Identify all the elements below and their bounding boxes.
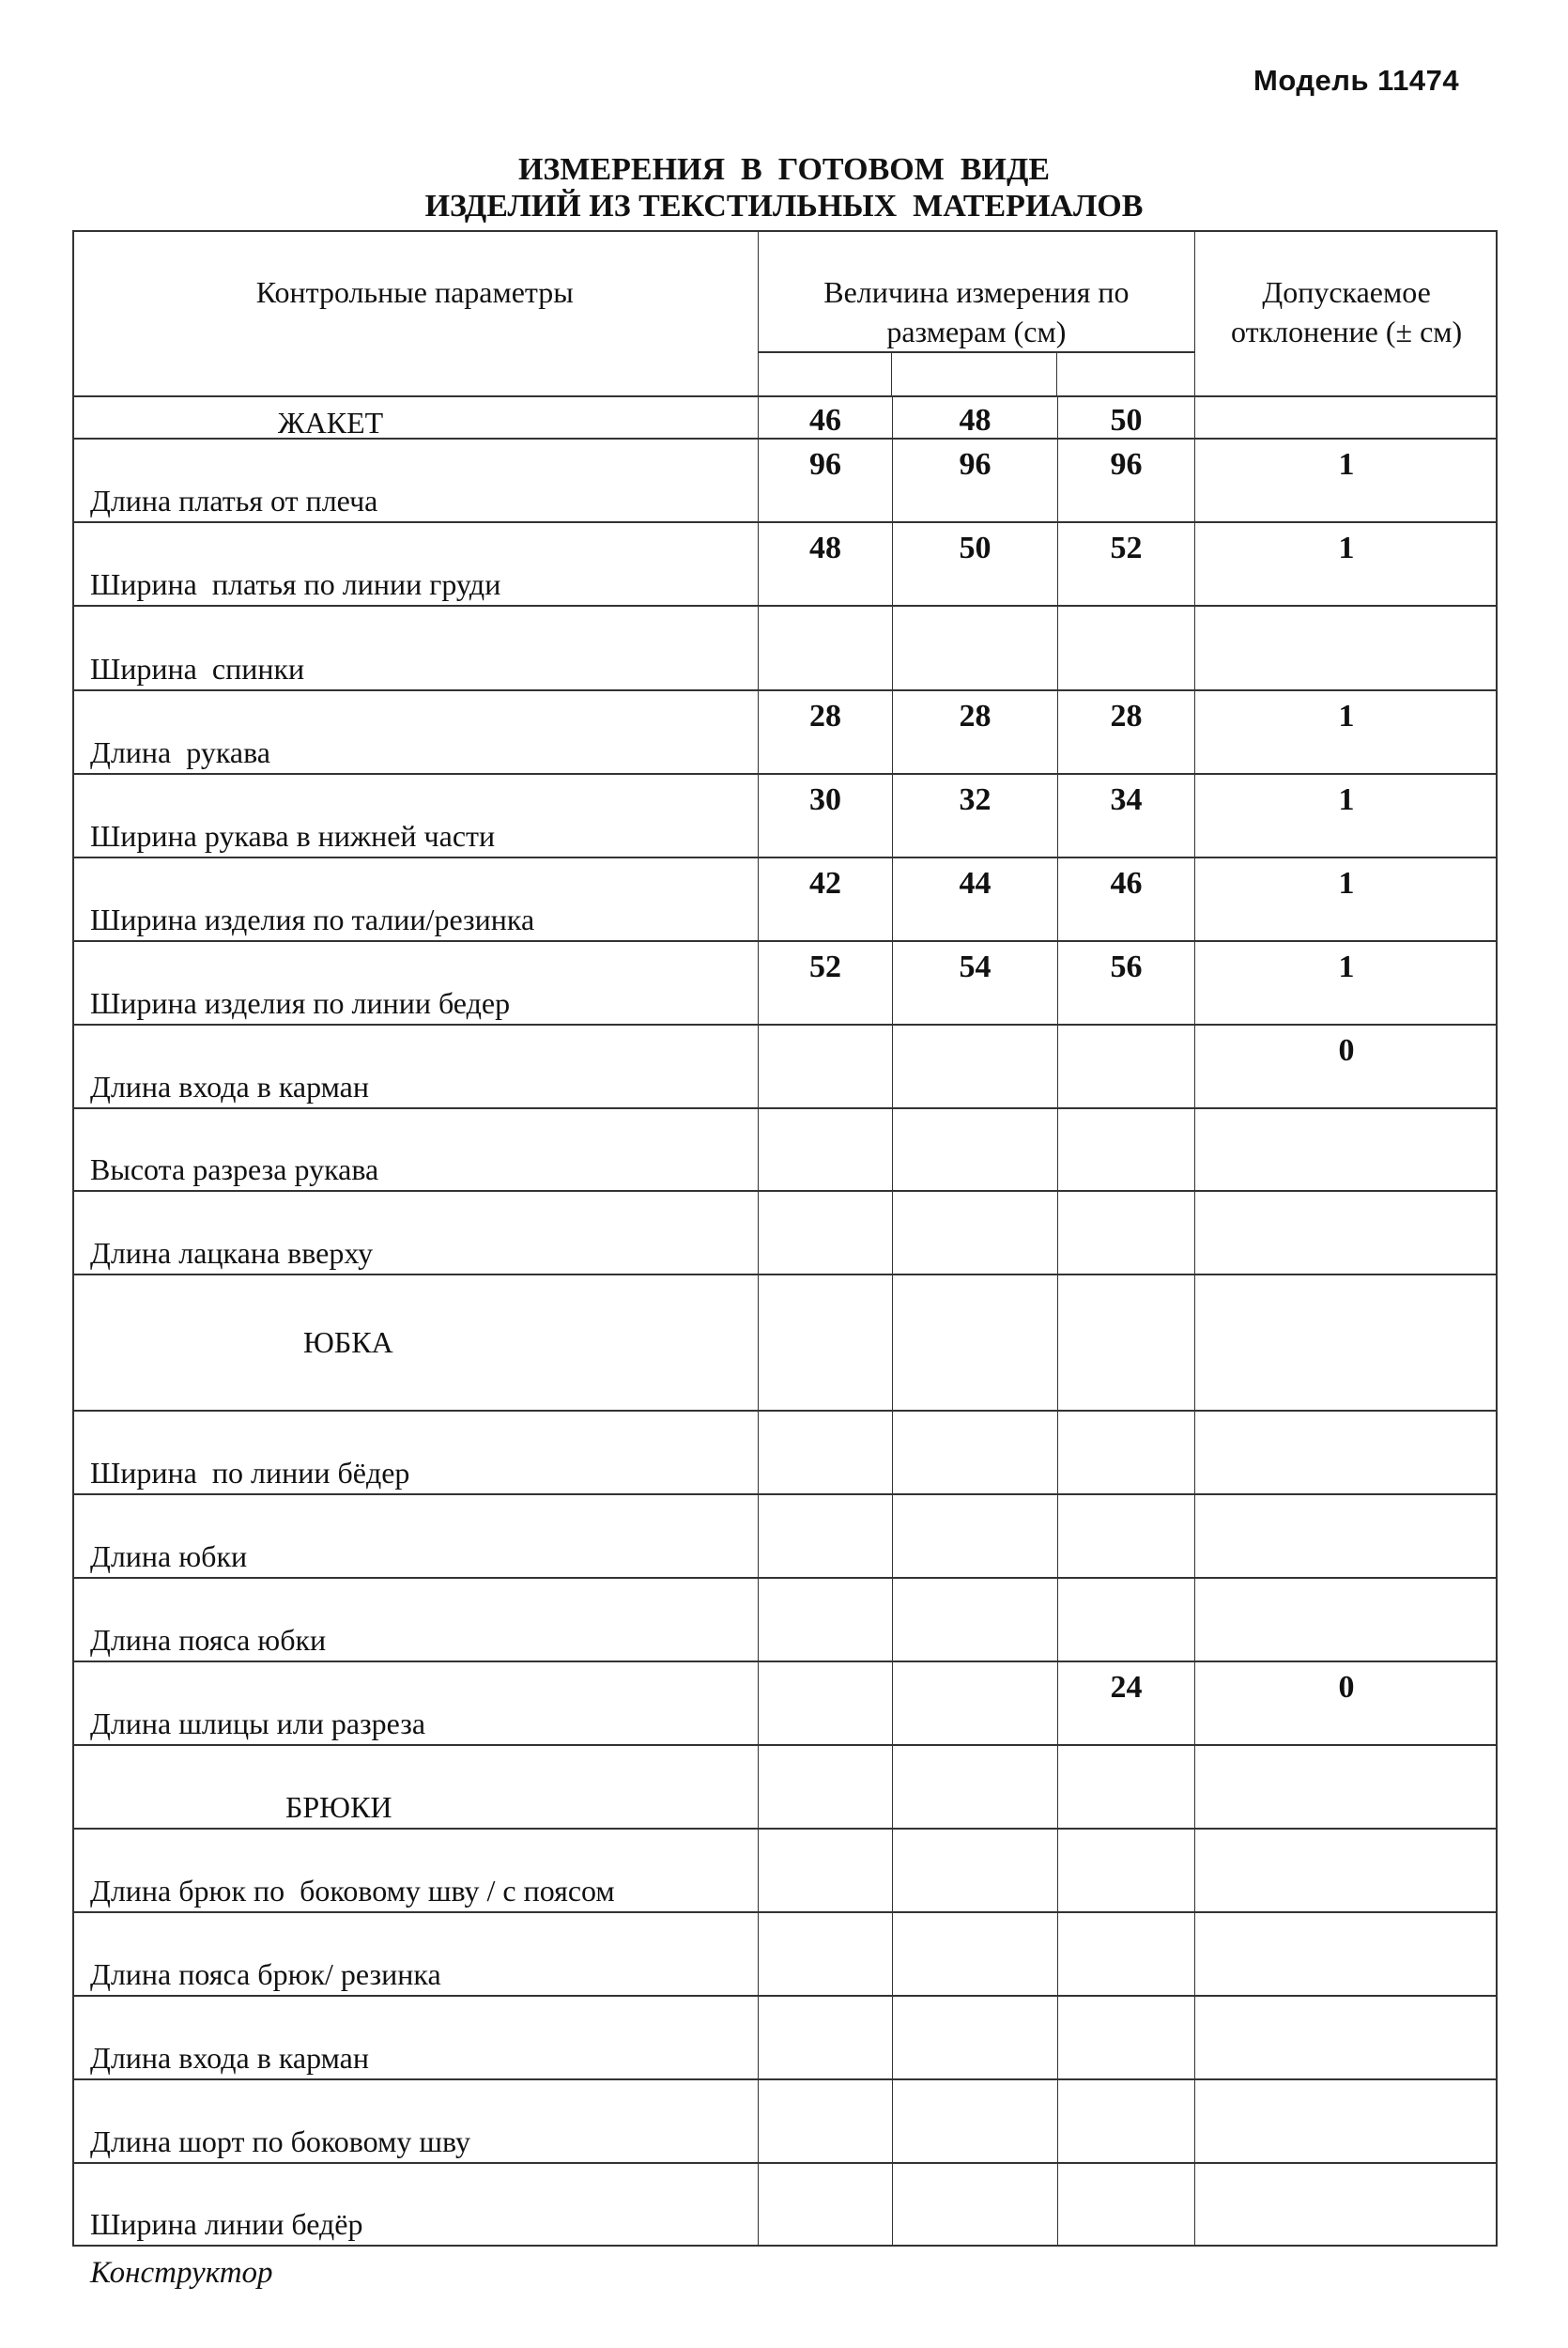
tolerance: 1 — [1338, 950, 1355, 984]
value-cell — [893, 775, 1058, 857]
document-title-line-2: ИЗДЕЛИЙ ИЗ ТЕКСТИЛЬНЫХ МАТЕРИАЛОВ — [424, 189, 1144, 224]
value-cell — [893, 2080, 1058, 2162]
row-label: Длина лацкана вверху — [90, 1236, 374, 1270]
tolerance-cell — [1195, 858, 1498, 940]
section-row-trousers — [72, 1746, 1498, 1830]
row-label: Длина входа в карман — [90, 2041, 369, 2075]
value-cell — [1058, 523, 1195, 605]
row-label: Длина шорт по боковому шву — [90, 2124, 470, 2158]
label-cell — [72, 440, 759, 521]
tolerance-cell — [1195, 397, 1498, 438]
value-cell — [893, 1997, 1058, 2078]
value-cell — [893, 523, 1058, 605]
value-cell — [1058, 1830, 1195, 1911]
label-cell — [72, 775, 759, 857]
tolerance-cell — [1195, 1913, 1498, 1995]
section-cell — [72, 1746, 759, 1828]
tolerance-cell — [1195, 1495, 1498, 1577]
tolerance-cell — [1195, 1109, 1498, 1190]
label-cell — [72, 1662, 759, 1744]
size-subcolumn — [1057, 353, 1194, 395]
section-row-jacket — [72, 397, 1498, 440]
value-cell — [759, 607, 893, 689]
value-cell — [759, 1412, 893, 1493]
value-cell — [893, 1026, 1058, 1107]
tolerance-cell — [1195, 1192, 1498, 1274]
size-cell — [759, 397, 893, 438]
value-cell — [1058, 1662, 1195, 1744]
value: 56 — [1110, 950, 1143, 984]
row-label: Длина шлицы или разреза — [90, 1707, 426, 1740]
value-cell — [759, 523, 893, 605]
value-cell — [893, 1662, 1058, 1744]
value-cell — [1058, 1192, 1195, 1274]
section-row-skirt — [72, 1275, 1498, 1412]
table-row — [72, 1913, 1498, 1997]
value-cell — [1058, 858, 1195, 940]
row-label: Длина брюк по боковому шву / с поясом — [90, 1874, 615, 1908]
tolerance: 1 — [1338, 699, 1355, 734]
model-number: Модель 11474 — [1253, 64, 1460, 97]
value: 28 — [1110, 699, 1143, 734]
label-cell — [72, 1026, 759, 1107]
label-cell — [72, 2164, 759, 2245]
tolerance-cell — [1195, 775, 1498, 857]
row-label: Длина платья от плеча — [90, 484, 378, 517]
table-row — [72, 691, 1498, 775]
size-50: 50 — [1110, 403, 1143, 438]
value-cell — [1058, 1412, 1195, 1493]
value: 96 — [1110, 447, 1143, 482]
row-label: Высота разреза рукава — [90, 1152, 379, 1186]
value-cell — [893, 607, 1058, 689]
value-cell — [759, 1830, 893, 1911]
header-tolerance-line-2: отклонение (± см) — [1231, 315, 1463, 348]
value-cell — [759, 942, 893, 1024]
table-row — [72, 1579, 1498, 1662]
value-cell — [1058, 1997, 1195, 2078]
label-cell — [72, 1192, 759, 1274]
header-size-subcolumns — [759, 351, 1195, 395]
tolerance-cell — [1195, 2080, 1498, 2162]
size-subcolumn — [892, 353, 1057, 395]
value-cell — [893, 440, 1058, 521]
row-label: Ширина линии бедёр — [90, 2207, 363, 2241]
tolerance: 1 — [1338, 531, 1355, 565]
row-label: Длина юбки — [90, 1539, 248, 1573]
value: 34 — [1110, 782, 1143, 817]
section-title-trousers: БРЮКИ — [285, 1790, 392, 1824]
tolerance-cell — [1195, 607, 1498, 689]
value-cell — [1058, 1026, 1195, 1107]
value: 52 — [1110, 531, 1143, 565]
label-cell — [72, 1913, 759, 1995]
label-cell — [72, 858, 759, 940]
table-row — [72, 1830, 1498, 1913]
designer-signature-label: Конструктор — [90, 2256, 273, 2290]
value-cell — [1058, 1579, 1195, 1661]
row-label: Ширина изделия по талии/резинка — [90, 903, 535, 936]
value-cell — [759, 1495, 893, 1577]
value: 44 — [959, 866, 992, 901]
tolerance-cell — [1195, 1579, 1498, 1661]
row-label: Ширина спинки — [90, 652, 305, 686]
label-cell — [72, 1109, 759, 1190]
header-parameters — [72, 230, 759, 395]
value-cell — [1058, 691, 1195, 773]
table-row — [72, 2080, 1498, 2164]
row-label: Ширина рукава в нижней части — [90, 819, 496, 853]
tolerance-cell — [1195, 1412, 1498, 1493]
section-title-skirt: ЮБКА — [303, 1325, 393, 1359]
value-cell — [893, 1109, 1058, 1190]
value: 50 — [959, 531, 992, 565]
tolerance-cell — [1195, 440, 1498, 521]
tolerance-cell — [1195, 1275, 1498, 1410]
value-cell — [759, 440, 893, 521]
value-cell — [893, 1579, 1058, 1661]
tolerance-cell — [1195, 1026, 1498, 1107]
value-cell — [893, 1746, 1058, 1828]
label-cell — [72, 1830, 759, 1911]
value-cell — [893, 1913, 1058, 1995]
document-title-line-1: ИЗМЕРЕНИЯ В ГОТОВОМ ВИДЕ — [517, 152, 1051, 187]
table-row — [72, 440, 1498, 523]
tolerance-cell — [1195, 942, 1498, 1024]
value-cell — [759, 1275, 893, 1410]
measurements-table — [72, 230, 1498, 2247]
value-cell — [1058, 1746, 1195, 1828]
table-row — [72, 775, 1498, 858]
value-cell — [759, 1913, 893, 1995]
tolerance-cell — [1195, 2164, 1498, 2245]
size-subcolumn — [759, 353, 893, 395]
value-cell — [759, 775, 893, 857]
value: 24 — [1110, 1670, 1143, 1705]
value-cell — [1058, 1275, 1195, 1410]
header-sizes — [759, 230, 1196, 395]
value-cell — [1058, 775, 1195, 857]
table-row — [72, 858, 1498, 942]
row-label: Ширина изделия по линии бедер — [90, 986, 511, 1020]
row-label: Длина входа в карман — [90, 1070, 369, 1104]
value-cell — [1058, 607, 1195, 689]
table-row — [72, 523, 1498, 607]
value-cell — [1058, 440, 1195, 521]
tolerance-cell — [1195, 1997, 1498, 2078]
row-label: Длина пояса брюк/ резинка — [90, 1957, 441, 1991]
value: 28 — [959, 699, 992, 734]
label-cell — [72, 523, 759, 605]
value-cell — [1058, 1109, 1195, 1190]
value: 48 — [809, 531, 841, 565]
tolerance: 1 — [1338, 447, 1355, 482]
value-cell — [893, 691, 1058, 773]
value: 42 — [809, 866, 841, 901]
value: 52 — [809, 950, 841, 984]
value-cell — [1058, 1495, 1195, 1577]
size-cell — [893, 397, 1058, 438]
tolerance-cell — [1195, 523, 1498, 605]
size-cell — [1058, 397, 1195, 438]
row-label: Длина пояса юбки — [90, 1623, 327, 1657]
row-label: Ширина платья по линии груди — [90, 567, 501, 601]
tolerance-cell — [1195, 1662, 1498, 1744]
table-row — [72, 1495, 1498, 1579]
table-row — [72, 1662, 1498, 1746]
value: 30 — [809, 782, 841, 817]
value-cell — [759, 1662, 893, 1744]
value-cell — [893, 1412, 1058, 1493]
tolerance: 0 — [1338, 1670, 1355, 1705]
value-cell — [759, 2080, 893, 2162]
label-cell — [72, 691, 759, 773]
table-row — [72, 1026, 1498, 1109]
value-cell — [1058, 2080, 1195, 2162]
table-header-row — [72, 230, 1498, 397]
value-cell — [893, 1495, 1058, 1577]
tolerance-cell — [1195, 691, 1498, 773]
label-cell — [72, 607, 759, 689]
table-row — [72, 1412, 1498, 1495]
size-46: 46 — [809, 403, 841, 438]
row-label: Ширина по линии бёдер — [90, 1456, 410, 1490]
size-48: 48 — [959, 403, 992, 438]
value-cell — [759, 1192, 893, 1274]
header-sizes-line-1: Величина измерения по — [823, 275, 1130, 309]
table-row — [72, 1192, 1498, 1275]
value: 96 — [959, 447, 992, 482]
table-row — [72, 1997, 1498, 2080]
value-cell — [759, 1746, 893, 1828]
value-cell — [893, 1830, 1058, 1911]
label-cell — [72, 2080, 759, 2162]
value: 28 — [809, 699, 841, 734]
value-cell — [759, 691, 893, 773]
table-row — [72, 1109, 1498, 1192]
value-cell — [759, 1109, 893, 1190]
value-cell — [759, 1579, 893, 1661]
table-row — [72, 607, 1498, 691]
value: 54 — [959, 950, 992, 984]
row-label: Длина рукава — [90, 735, 270, 769]
section-cell — [72, 1275, 759, 1410]
section-cell — [72, 397, 759, 438]
label-cell — [72, 1997, 759, 2078]
tolerance: 1 — [1338, 866, 1355, 901]
value: 32 — [959, 782, 992, 817]
value-cell — [893, 2164, 1058, 2245]
header-sizes-line-2: размерам (см) — [886, 315, 1067, 348]
label-cell — [72, 1495, 759, 1577]
tolerance: 0 — [1338, 1033, 1355, 1068]
value-cell — [759, 2164, 893, 2245]
header-parameters-label: Контрольные параметры — [255, 275, 574, 309]
tolerance-cell — [1195, 1746, 1498, 1828]
section-title-jacket: ЖАКЕТ — [278, 406, 384, 440]
tolerance-cell — [1195, 1830, 1498, 1911]
value-cell — [1058, 2164, 1195, 2245]
value-cell — [893, 1275, 1058, 1410]
value-cell — [759, 1997, 893, 2078]
label-cell — [72, 1412, 759, 1493]
table-row — [72, 2164, 1498, 2247]
value-cell — [759, 1026, 893, 1107]
value-cell — [1058, 1913, 1195, 1995]
value-cell — [1058, 942, 1195, 1024]
value-cell — [893, 942, 1058, 1024]
value-cell — [893, 1192, 1058, 1274]
header-tolerance-line-1: Допускаемое — [1262, 275, 1431, 309]
value-cell — [759, 858, 893, 940]
value: 46 — [1110, 866, 1143, 901]
label-cell — [72, 1579, 759, 1661]
label-cell — [72, 942, 759, 1024]
tolerance: 1 — [1338, 782, 1355, 817]
table-row — [72, 942, 1498, 1026]
value: 96 — [809, 447, 841, 482]
value-cell — [893, 858, 1058, 940]
header-tolerance — [1195, 230, 1498, 395]
